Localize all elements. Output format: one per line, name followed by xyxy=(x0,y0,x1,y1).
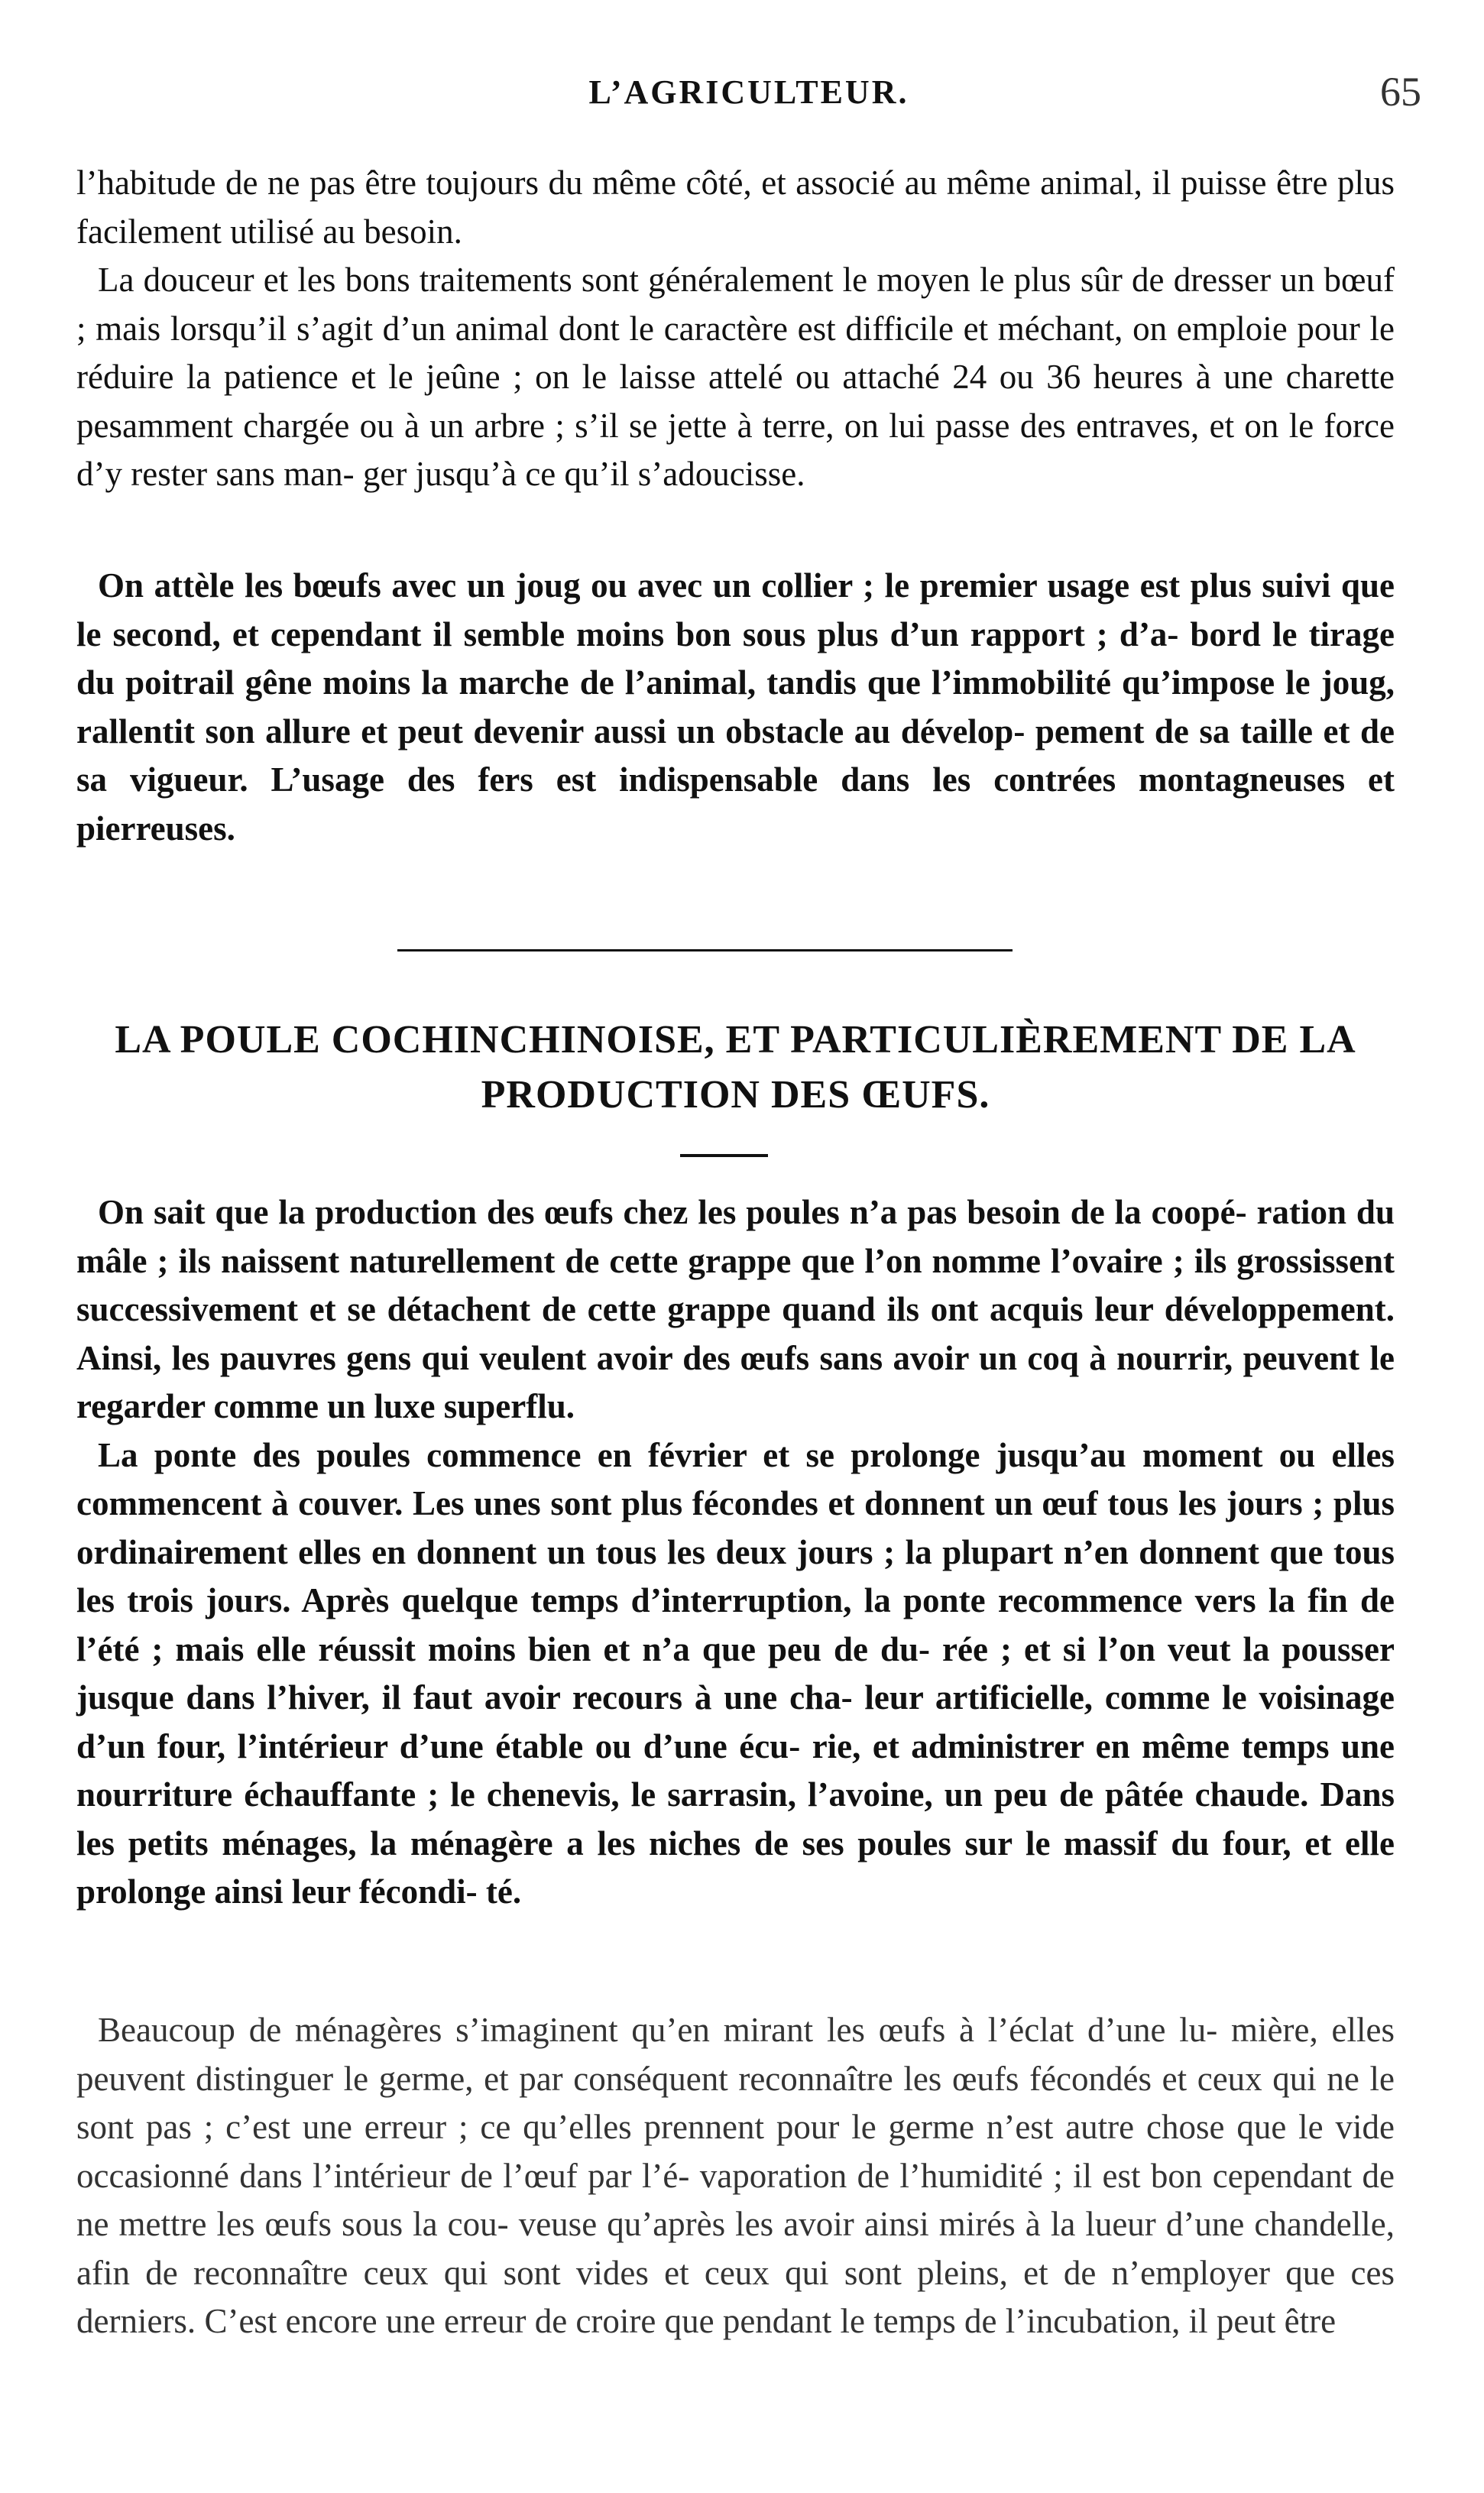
section-heading xyxy=(76,1013,1395,1123)
text-line: ration du mâle ; ils naissent naturellement de cette grappe que l’on nomme l’ovaire ; xyxy=(76,1193,1395,1280)
heading-line-2: PRODUCTION DES ŒUFS. xyxy=(481,1073,990,1117)
text-line: fécondés et ceux qui ne le sont pas ; c’est une erreur ; ce qu’elles prennent pour xyxy=(76,2059,1395,2146)
paragraph xyxy=(76,256,1395,499)
text-line: vaporation de l’humidité ; il est bon cependant de ne mettre les œufs sous la cou- xyxy=(76,2156,1395,2243)
text-line: le germe n’est autre chose que le vide occasionné dans l’intérieur de l’œuf par l’é- xyxy=(76,2108,1395,2195)
text-line: avoir un coq à nourrir, peuvent le regarder comme un luxe superflu. xyxy=(76,1338,1395,1425)
heading-line-1: LA POULE COCHINCHINOISE, ET PARTICULIÈREMENT DE LA xyxy=(115,1018,1356,1062)
paragraphs-top xyxy=(76,159,1395,499)
text-line: elles commencent à couver. Les unes sont plus fécondes et donnent un œuf tous xyxy=(76,1435,1395,1522)
text-line: a les niches de ses poules sur le massif du four, et elle prolonge ainsi leur fécondi- xyxy=(76,1824,1395,1911)
text-line: ou attaché 24 ou 36 heures à une charette pesamment chargée ou à un arbre ; xyxy=(76,358,1395,445)
paragraphs-bottom xyxy=(76,1188,1395,1917)
text-line: ceux qui sont vides et ceux qui sont pleins, et de n’employer que ces derniers. xyxy=(76,2253,1395,2340)
paragraph xyxy=(76,159,1395,256)
paragraph xyxy=(76,2006,1395,2346)
paragraph xyxy=(76,1431,1395,1917)
text-line: C’est encore une erreur de croire que pendant le temps de l’incubation, il peut être xyxy=(204,2302,1337,2340)
section-divider xyxy=(397,949,1013,951)
paragraph-bold-top xyxy=(76,562,1395,853)
text-line: Beaucoup de ménagères s’imaginent qu’en mirant les œufs à l’éclat d’une lu- xyxy=(98,2011,1232,2049)
text-line: s’il se jette à terre, on lui passe des entraves, et on le force d’y rester sans man- xyxy=(76,406,1395,493)
text-line: rie, et administrer en même temps une nourriture échauffante ; le chenevis, le xyxy=(76,1726,1395,1814)
heading-rule xyxy=(680,1154,768,1157)
text-line: La douceur et les bons traitements sont généralement le moyen le plus sûr de xyxy=(98,261,1174,299)
text-line: qu’impose le joug, rallentit son allure et peut devenir aussi un obstacle au dévelop- xyxy=(76,663,1395,750)
text-line: dresser un bœuf ; mais lorsqu’il s’agit d’un animal dont le caractère est difficile et xyxy=(76,261,1395,348)
text-line: les jours ; plus ordinairement elles en donnent un tous les deux jours ; la plupart xyxy=(76,1484,1395,1571)
paragraph xyxy=(76,1188,1395,1431)
text-line: ils grossissent successivement et se détachent de cette grappe quand ils ont acquis xyxy=(76,1241,1395,1328)
paragraph xyxy=(76,562,1395,853)
text-line: sarrasin, l’avoine, un peu de pâtée chaude. Dans les petits ménages, la ménagère xyxy=(76,1775,1395,1862)
paragraphs-final xyxy=(76,2006,1395,2346)
text-line: bord le tirage du poitrail gêne moins la marche de l’animal, tandis que l’immobilité xyxy=(76,614,1395,702)
text-line: contrées montagneuses et pierreuses. xyxy=(76,760,1395,848)
text-line: l’habitude de ne pas être toujours du même côté, et associé au même animal, il xyxy=(76,164,1181,202)
text-line: recommence vers la fin de l’été ; mais elle réussit moins bien et n’a que peu de du- xyxy=(76,1581,1395,1668)
running-head xyxy=(76,69,1421,126)
text-line: leur développement. Ainsi, les pauvres gens qui veulent avoir des œufs sans xyxy=(76,1290,1395,1377)
text-line: pement de sa taille et de sa vigueur. L’usage des fers est indispensable dans les xyxy=(76,712,1395,799)
text-line: On attèle les bœufs avec un joug ou avec un collier ; le premier usage est plus xyxy=(98,566,1262,605)
text-line: veuse qu’après les avoir ainsi mirés à la lueur d’une chandelle, afin de reconnaître xyxy=(76,2205,1395,2292)
page-number: 65 xyxy=(1380,69,1421,115)
text-line: ger jusqu’à ce qu’il s’adoucisse. xyxy=(362,455,805,493)
text-line: méchant, on emploie pour le réduire la patience et le jeûne ; on le laisse attelé xyxy=(76,309,1395,396)
text-line: rée ; et si l’on veut la pousser jusque dans l’hiver, il faut avoir recours à une cha- xyxy=(76,1629,1395,1717)
text-line: On sait que la production des œufs chez les poules n’a pas besoin de la coopé- xyxy=(98,1193,1257,1231)
text-line: puisse être plus facilement utilisé au besoin. xyxy=(76,164,1395,251)
text-line: La ponte des poules commence en février et se prolonge jusqu’au moment ou xyxy=(98,1435,1332,1474)
running-title: L’AGRICULTEUR. xyxy=(588,73,909,111)
text-line: n’en donnent que tous les trois jours. Après quelque temps d’interruption, la ponte xyxy=(76,1532,1395,1619)
text-line: té. xyxy=(485,1872,522,1911)
text-line: mière, elles peuvent distinguer le germe, et par conséquent reconnaître les œufs xyxy=(76,2011,1395,2098)
text-line: leur artificielle, comme le voisinage d’un four, l’intérieur d’une étable ou d’une écu- xyxy=(76,1678,1395,1765)
text-line: suivi que le second, et cependant il semble moins bon sous plus d’un rapport ; d’a- xyxy=(76,566,1395,653)
